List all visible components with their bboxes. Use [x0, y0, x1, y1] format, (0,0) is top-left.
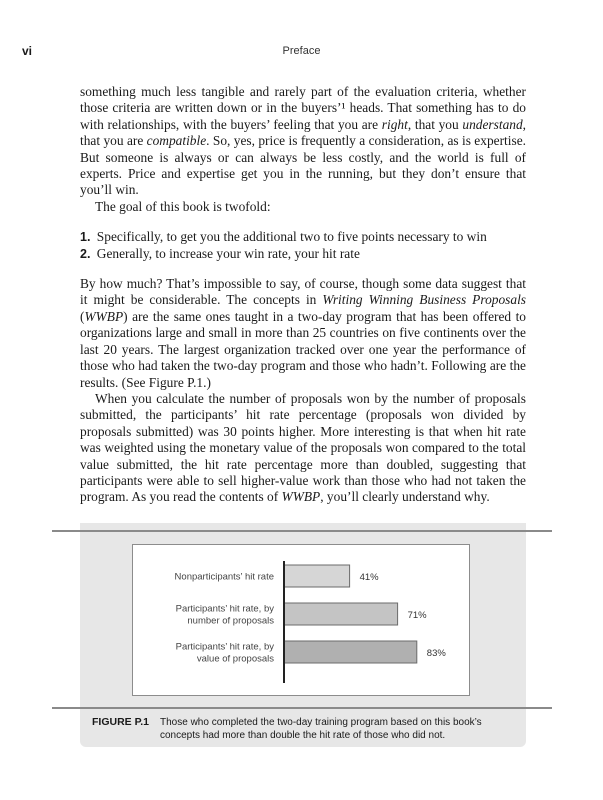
chart-bar: [284, 565, 350, 587]
chart-value-label: 83%: [426, 648, 446, 659]
list-item: 1. Specifically, to get you the additional two to five points necessary to win: [80, 229, 487, 245]
chart-frame: [132, 544, 470, 696]
paragraph-3: By how much? That’s impossible to say, of course, though some data suggest that it might be considerable. The concepts in Writing Winning Business Proposals (WWBP) are the same ones taught in a two-day program that has been offered to organizations large and small in more than 25 countries on five continents over the last 20 years. The largest organization tracked over one year the performance of those who had taken the two-day program and those who hadn’t. Following are the results. (See Figure P.1.): [80, 276, 526, 390]
chart-value-label: 71%: [407, 610, 427, 621]
chart-bar: [284, 641, 417, 663]
caption-text: Those who completed the two-day training program based on this book’s concepts had more than double the hit rate of those who did not.: [160, 717, 482, 741]
list-item: 2. Generally, to increase your win rate, your hit rate: [80, 245, 360, 261]
chart-category-label: Nonparticipants’ hit rate: [174, 571, 274, 583]
chart-bar: [284, 603, 398, 625]
running-head: Preface: [282, 45, 321, 57]
paragraph-1: something much less tangible and rarely part of the evaluation criteria, whether those criteria are written down or in the buyers’¹ heads. That something has to do with relationships, with the buyers’ feeling that you are right, that you understand, that you are compatible. So, yes, price is frequently a consideration, as is expertise. But someone is always or can always be less costly, and the world is full of experts. Price and expertise get you in the running, but they don’t ensure that you’ll win.: [80, 84, 527, 198]
chart-category-label: Participants’ hit rate, by: [175, 641, 274, 653]
chart-value-label: 41%: [359, 572, 379, 583]
hit-rate-chart: [133, 545, 469, 695]
figure-caption: [80, 709, 526, 747]
goal-list: [80, 229, 526, 262]
caption-label: FIGURE P.1: [92, 716, 149, 728]
paragraph-2: The goal of this book is twofold:: [95, 198, 271, 214]
figure-panel: [80, 532, 526, 707]
paragraph-4: When you calculate the number of proposals won by the number of proposals submitted, the participants’ hit rate percentage (proposals won divided by proposals submitted) was 30 points higher. More interesting is that when hit rate was weighted using the monetary value of the proposals won compared to the total value submitted, the hit rate percentage more than doubled, suggesting that participants were able to sell higher-value work than those who had not taken the program. As you read the contents of WWBP, you’ll clearly understand why.: [80, 390, 526, 505]
page-number: vi: [22, 44, 33, 58]
body-text: [80, 84, 526, 506]
chart-category-label: value of proposals: [196, 653, 274, 665]
chart-category-label: number of proposals: [187, 615, 274, 627]
chart-category-label: Participants’ hit rate, by: [175, 603, 274, 615]
